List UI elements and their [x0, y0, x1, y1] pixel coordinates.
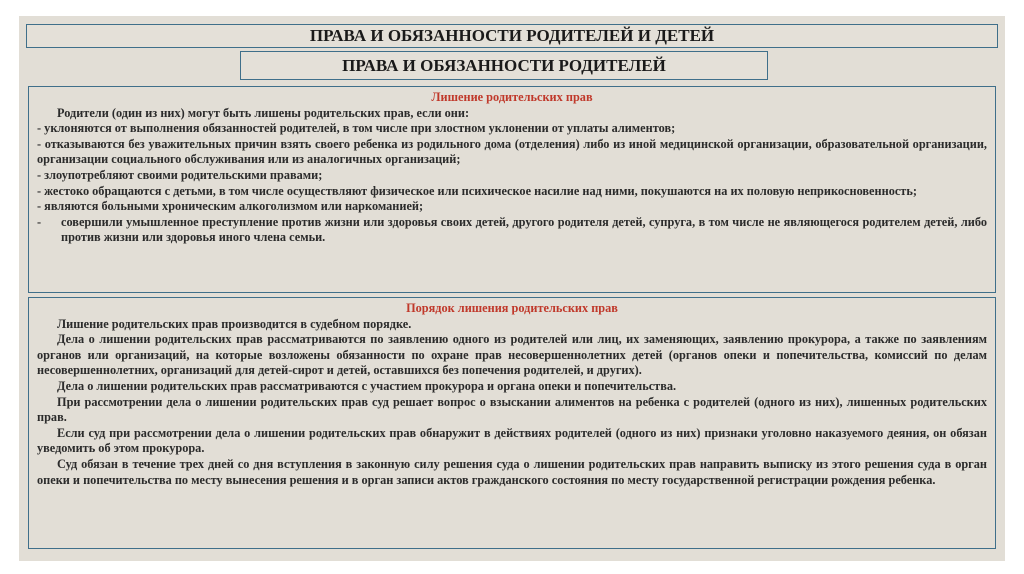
list-item [37, 215, 987, 246]
list-item: - жестоко обращаются с детьми, в том числе осуществляют физическое или психическое насилие над ними, покушаются на их половую неприкосновенность; [37, 183, 917, 198]
procedure-paragraph: Дела о лишении родительских прав рассматриваются с участием прокурора и органа опеки и попечительства. [57, 378, 677, 393]
section-subtitle: ПРАВА И ОБЯЗАННОСТИ РОДИТЕЛЕЙ [240, 51, 768, 80]
procedure-paragraph: Если суд при рассмотрении дела о лишении родительских прав обнаружит в действиях родителей (одного из них) признаки уголовно наказуемого деяния, он обязан уведомить об этом прокурора. [37, 425, 987, 456]
deprivation-box [28, 86, 996, 293]
list-item: - отказываются без уважительных причин взять своего ребенка из родильного дома (отделения) либо из иной медицинской организации, образовательной организации, организации социального обслуживания или из аналогичных организаций; [37, 136, 987, 167]
list-dash: - [37, 214, 42, 229]
list-item: - злоупотребляют своими родительскими правами; [37, 167, 323, 182]
list-item: - уклоняются от выполнения обязанностей родителей, в том числе при злостном уклонении от уплаты алиментов; [37, 121, 676, 136]
list-item: - являются больными хроническим алкоголизмом или наркоманией; [37, 199, 424, 214]
procedure-paragraph: Лишение родительских прав производится в судебном порядке. [57, 316, 412, 331]
page-title: ПРАВА И ОБЯЗАННОСТИ РОДИТЕЛЕЙ И ДЕТЕЙ [26, 24, 998, 48]
procedure-paragraph: Суд обязан в течение трех дней со дня вступления в законную силу решения суда о лишении родительских прав направить выписку из этого решения суда в орган опеки и попечительства по месту вынесения решения и в орган записи актов гражданского состояния по месту государственной регистрации рождения ребенка. [37, 456, 987, 487]
deprivation-intro: Родители (один из них) могут быть лишены родительских прав, если они: [57, 105, 470, 120]
procedure-box [28, 297, 996, 549]
list-item-text: совершили умышленное преступление против жизни или здоровья своих детей, другого родителя детей, супруга, в том числе не являющегося родителем детей, либо против жизни или здоровья иного члена семьи. [61, 214, 987, 245]
deprivation-heading: Лишение родительских прав [431, 90, 593, 104]
procedure-heading: Порядок лишения родительских прав [406, 301, 618, 315]
procedure-paragraph: Дела о лишении родительских прав рассматриваются по заявлению одного из родителей или лиц, их заменяющих, заявлению прокурора, а также по заявлениям органов или организаций, на которые возложены обязанности по охране прав несовершеннолетних детей (органов опеки и попечительства, комиссий по делам несовершеннолетних, организаций для детей-сирот и детей, оставшихся без попечения родителей, и других). [37, 332, 987, 378]
procedure-paragraph: При рассмотрении дела о лишении родительских прав суд решает вопрос о взыскании алиментов на ребенка с родителей (одного из них), лишенных родительских прав. [37, 394, 987, 425]
